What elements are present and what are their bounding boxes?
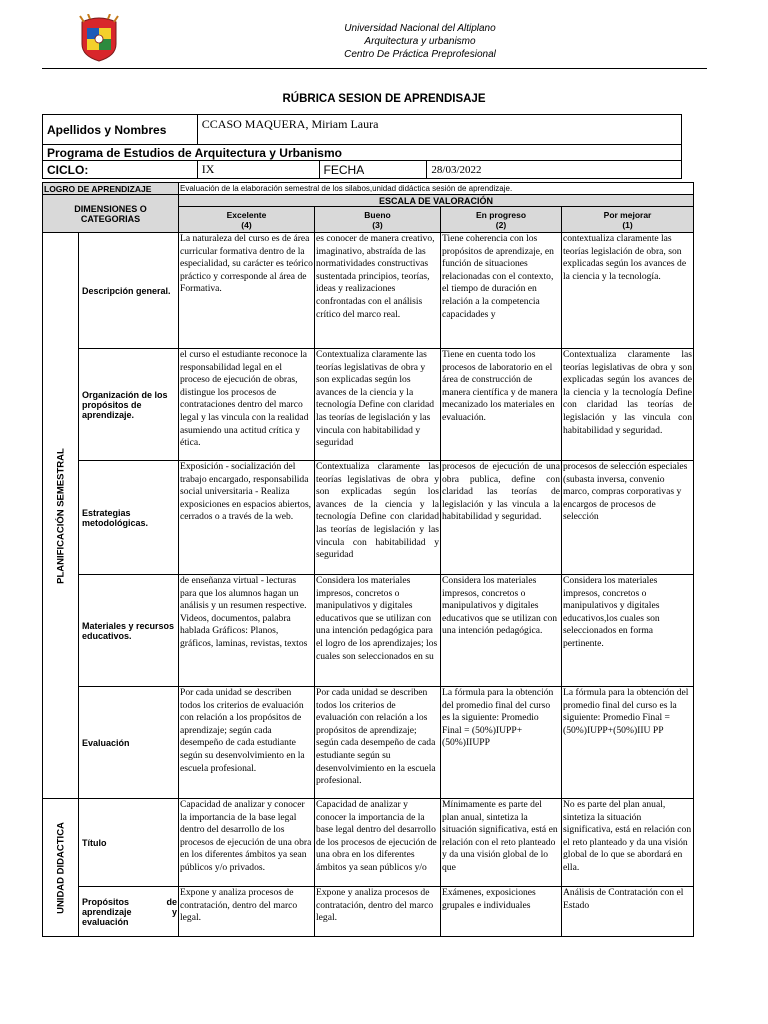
criterion-estrategias: Estrategias metodológicas. — [79, 461, 179, 575]
university-name: Universidad Nacional del Altiplano — [344, 23, 496, 34]
section-planificacion: PLANIFICACIÓN SEMESTRAL — [43, 233, 79, 799]
cell-organizacion-mejorar: Contextualiza claramente las teorías legislativas de obra y son explicadas según los avances de la ciencia y la tecnología Define con claridad las teorías de legislación y las vincula con habitabilidad y seguridad. — [562, 349, 694, 461]
scale-header: ESCALA DE VALORACIÓN — [179, 195, 694, 207]
cell-descripcion-excelente: La naturaleza del curso es de área curricular formativa dentro de la especialidad, su carácter es teórico práctico y corresponde al área de Formativa. — [179, 233, 315, 349]
university-crest-logo — [76, 14, 122, 62]
level-excelente: Excelente (4) — [179, 207, 315, 233]
header-divider — [42, 68, 707, 69]
cell-titulo-progreso: Mínimamente es parte del plan anual, sintetiza la situación significativa, está en relación con el reto planteado y da una visión global de lo que — [441, 799, 562, 887]
name-value: CCASO MAQUERA, Miriam Laura — [197, 115, 681, 145]
cell-titulo-mejorar: No es parte del plan anual, sintetiza la situación significativa, está en relación con el reto planteado y da una visión global de lo que se abordará en ella. — [562, 799, 694, 887]
cell-evaluacion-excelente: Por cada unidad se describen todos los criterios de evaluación con relación a los propósitos de aprendizaje; según cada desempeño de cada estudiante según su desenvolvimiento en la escuela profesional. — [179, 687, 315, 799]
cell-materiales-mejorar: Considera los materiales impresos, concretos o manipulativos y digitales educativos,los cuales son seleccionados en forma pertinente. — [562, 575, 694, 687]
section-unidad-didactica: UNIDAD DIDACTICA — [43, 799, 79, 937]
cell-propositos-mejorar: Análisis de Contratación con el Estado — [562, 887, 694, 937]
criterion-materiales: Materiales y recursos educativos. — [79, 575, 179, 687]
criterion-organizacion: Organización de los propósitos de aprendizaje. — [79, 349, 179, 461]
cell-propositos-excelente: Expone y analiza procesos de contratación, dentro del marco legal. — [179, 887, 315, 937]
cell-evaluacion-progreso: La fórmula para la obtención del promedio final del curso es la siguiente: Promedio Final = (50%)IUPP+(50%)IIUPP — [441, 687, 562, 799]
date-value: 28/03/2022 — [427, 161, 682, 179]
student-info-table — [42, 114, 682, 179]
center-name: Centro De Práctica Preprofesional — [344, 49, 496, 60]
level-por-mejorar: Por mejorar (1) — [562, 207, 694, 233]
criterion-titulo: Título — [79, 799, 179, 887]
cell-descripcion-progreso: Tiene coherencia con los propósitos de aprendizaje, en función de situaciones relacionadas con el contexto, el tiempo de duración en relación a la competencia capacidades y — [441, 233, 562, 349]
criterion-propositos: Propósitos de aprendizaje y evaluación — [79, 887, 179, 937]
cell-materiales-progreso: Considera los materiales impresos, concretos o manipulativos y digitales educativos que se utilizan con una intención pedagógica. — [441, 575, 562, 687]
level-bueno: Bueno (3) — [315, 207, 441, 233]
logro-label: LOGRO DE APRENDIZAJE — [43, 183, 179, 195]
faculty-name: Arquitectura y urbanismo — [364, 36, 476, 47]
level-en-progreso: En progreso (2) — [441, 207, 562, 233]
rubric-table — [42, 182, 694, 937]
date-label: FECHA — [319, 161, 427, 179]
cycle-value: IX — [197, 161, 319, 179]
cell-descripcion-bueno: es conocer de manera creativo, imaginativo, abstraída de las normatividades constructivas sustentada principios, teorías, ideas y realizaciones confrontadas con el análisis crítico del marco real. — [315, 233, 441, 349]
cell-estrategias-excelente: Exposición - socialización del trabajo encargado, responsabilida social universitaria - Realiza exposiciones en espacios abiertos, cerrados o a través de la web. — [179, 461, 315, 575]
cell-estrategias-progreso: procesos de ejecución de una obra publica, define con claridad las teorías de legislación y las vincula a la habitabilidad y seguridad. — [441, 461, 562, 575]
cell-estrategias-mejorar: procesos de selección especiales (subasta inversa, convenio marco, compras corporativas y encargos de procesos de selección — [562, 461, 694, 575]
program-label: Programa de Estudios de Arquitectura y Urbanismo — [43, 145, 682, 161]
cell-estrategias-bueno: Contextualiza claramente las teorías legislativas de obra y son explicadas según los avances de la ciencia y la tecnología Define con claridad las teorías de legislación y las vincula con habitabilidad y seguridad — [315, 461, 441, 575]
dimensions-header: DIMENSIONES O CATEGORIAS — [43, 195, 179, 233]
cell-descripcion-mejorar: contextualiza claramente las teorías legislación de obra, son explicadas según los avances de la ciencia y la tecnología. — [562, 233, 694, 349]
cell-titulo-bueno: Capacidad de analizar y conocer la importancia de la base legal dentro del desarrollo de los procesos de ejecución de una obra en los diferentes ámbitos ya sean públicos y/o — [315, 799, 441, 887]
cell-propositos-bueno: Expone y analiza procesos de contratación, dentro del marco legal. — [315, 887, 441, 937]
cell-evaluacion-mejorar: La fórmula para la obtención del promedio final del curso es la siguiente: Promedio Final = (50%)IUPP+(50%)IIU PP — [562, 687, 694, 799]
name-label: Apellidos y Nombres — [43, 115, 198, 145]
cell-materiales-bueno: Considera los materiales impresos, concretos o manipulativos y digitales educativos que se utilizan con una intención pedagógica para el logro de los aprendizajes; los cuales son seleccionados en su — [315, 575, 441, 687]
cell-organizacion-excelente: el curso el estudiante reconoce la responsabilidad legal en el proceso de ejecución de obras, distingue los procesos de contrataciones dentro del marco legal y las vincula con la realidad asumiendo una actitud crítica y ética. — [179, 349, 315, 461]
criterion-descripcion: Descripción general. — [79, 233, 179, 349]
document-title: RÚBRICA SESION DE APRENDISAJE — [282, 93, 486, 105]
criterion-evaluacion: Evaluación — [79, 687, 179, 799]
cell-organizacion-progreso: Tiene en cuenta todo los procesos de laboratorio en el área de construcción de manera científica y de manera mecanizado los materiales en evaluación. — [441, 349, 562, 461]
cycle-label: CICLO: — [43, 161, 198, 179]
cell-organizacion-bueno: Contextualiza claramente las teorías legislativas de obra y son explicadas según los avances de la ciencia y la tecnología Define con claridad las teorías de legislación y las vincula con habitabilidad y seguridad — [315, 349, 441, 461]
logro-text: Evaluación de la elaboración semestral de los silabos,unidad didáctica sesión de aprendizaje. — [179, 183, 694, 195]
cell-propositos-progreso: Exámenes, exposiciones grupales e individuales — [441, 887, 562, 937]
cell-evaluacion-bueno: Por cada unidad se describen todos los criterios de evaluación con relación a los propósitos de aprendizaje; según cada desempeño de cada estudiante según su desenvolvimiento en la escuela profesional. — [315, 687, 441, 799]
cell-titulo-excelente: Capacidad de analizar y conocer la importancia de la base legal dentro del desarrollo de los procesos de ejecución de una obra en los diferentes ámbitos ya sean públicos y/o privados. — [179, 799, 315, 887]
cell-materiales-excelente: de enseñanza virtual - lecturas para que los alumnos hagan un análisis y un resumen respective. Videos, documentos, palabra hablada Gráficos: Planos, gráficos, laminas, revistas, textos — [179, 575, 315, 687]
